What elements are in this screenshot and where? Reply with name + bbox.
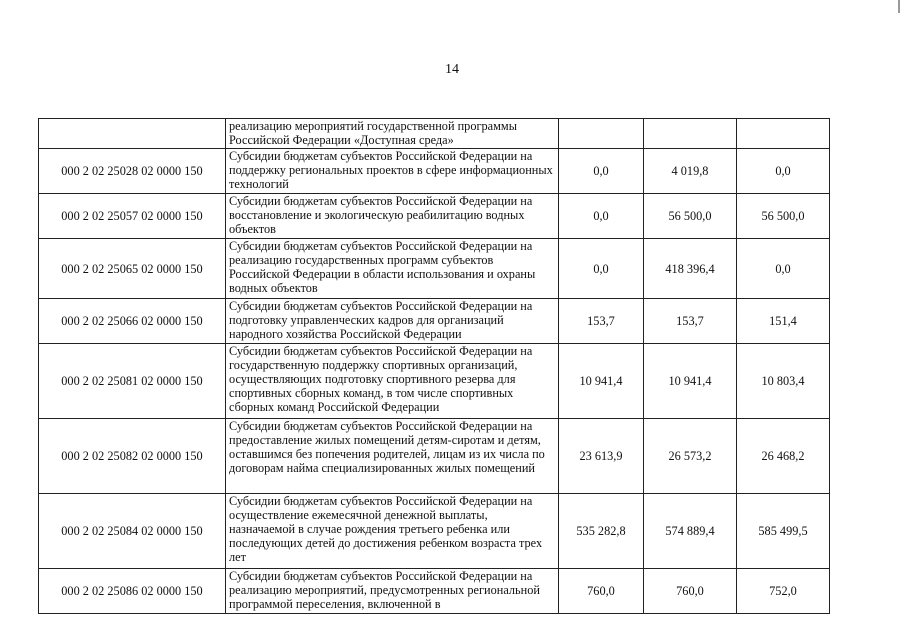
amount-cell-2: 10 941,4 [644, 344, 737, 419]
table-row [39, 299, 830, 344]
amount-cell-3: 585 499,5 [737, 494, 830, 569]
amount-cell-3: 752,0 [737, 569, 830, 614]
amount-cell-1: 153,7 [559, 299, 644, 344]
amount-cell-1: 0,0 [559, 149, 644, 194]
description-cell: Субсидии бюджетам субъектов Российской Федерации на предоставление жилых помещений детям-сиротам и детям, оставшимся без попечения родителей, лицам из их числа по договорам найма специализированных жилых помещений [226, 419, 559, 494]
amount-cell-1: 0,0 [559, 194, 644, 239]
budget-code-cell: 000 2 02 25082 02 0000 150 [39, 419, 226, 494]
table-row [39, 239, 830, 299]
amount-cell-3: 0,0 [737, 239, 830, 299]
description-cell: Субсидии бюджетам субъектов Российской Федерации на реализацию мероприятий, предусмотренных региональной программой переселения, включенной в [226, 569, 559, 614]
table-row [39, 419, 830, 494]
scan-edge-mark [898, 0, 900, 13]
description-cell: реализацию мероприятий государственной программы Российской Федерации «Доступная среда» [226, 119, 559, 149]
budget-code-cell: 000 2 02 25081 02 0000 150 [39, 344, 226, 419]
amount-cell-3 [737, 119, 830, 149]
budget-code-cell: 000 2 02 25057 02 0000 150 [39, 194, 226, 239]
budget-code-cell: 000 2 02 25066 02 0000 150 [39, 299, 226, 344]
amount-cell-1: 10 941,4 [559, 344, 644, 419]
amount-cell-3: 0,0 [737, 149, 830, 194]
page-number: 14 [445, 62, 459, 77]
description-cell: Субсидии бюджетам субъектов Российской Федерации на реализацию государственных программ субъектов Российской Федерации в области использования и охраны водных объектов [226, 239, 559, 299]
budget-code-cell: 000 2 02 25084 02 0000 150 [39, 494, 226, 569]
amount-cell-2: 56 500,0 [644, 194, 737, 239]
table-row [39, 494, 830, 569]
description-cell: Субсидии бюджетам субъектов Российской Федерации на осуществление ежемесячной денежной выплаты, назначаемой в случае рождения третьего ребенка или последующих детей до достижения ребенком возраста трех лет [226, 494, 559, 569]
description-cell: Субсидии бюджетам субъектов Российской Федерации на поддержку региональных проектов в сфере информационных технологий [226, 149, 559, 194]
amount-cell-1: 535 282,8 [559, 494, 644, 569]
amount-cell-3: 151,4 [737, 299, 830, 344]
amount-cell-2: 760,0 [644, 569, 737, 614]
description-cell: Субсидии бюджетам субъектов Российской Федерации на государственную поддержку спортивных организаций, осуществляющих подготовку спортивного резерва для спортивных сборных команд, в том числе спортивных сборных команд Российской Федерации [226, 344, 559, 419]
amount-cell-2: 574 889,4 [644, 494, 737, 569]
amount-cell-2: 418 396,4 [644, 239, 737, 299]
amount-cell-2: 153,7 [644, 299, 737, 344]
amount-cell-1 [559, 119, 644, 149]
amount-cell-1: 760,0 [559, 569, 644, 614]
amount-cell-3: 26 468,2 [737, 419, 830, 494]
amount-cell-2: 4 019,8 [644, 149, 737, 194]
amount-cell-3: 56 500,0 [737, 194, 830, 239]
amount-cell-2: 26 573,2 [644, 419, 737, 494]
amount-cell-3: 10 803,4 [737, 344, 830, 419]
budget-code-cell: 000 2 02 25028 02 0000 150 [39, 149, 226, 194]
description-cell: Субсидии бюджетам субъектов Российской Федерации на восстановление и экологическую реабилитацию водных объектов [226, 194, 559, 239]
budget-code-cell: 000 2 02 25086 02 0000 150 [39, 569, 226, 614]
amount-cell-2 [644, 119, 737, 149]
table-row [39, 194, 830, 239]
budget-code-cell [39, 119, 226, 149]
table-row [39, 344, 830, 419]
amount-cell-1: 23 613,9 [559, 419, 644, 494]
amount-cell-1: 0,0 [559, 239, 644, 299]
table-row [39, 569, 830, 614]
table-row [39, 119, 830, 149]
budget-income-table [38, 118, 830, 614]
budget-code-cell: 000 2 02 25065 02 0000 150 [39, 239, 226, 299]
description-cell: Субсидии бюджетам субъектов Российской Федерации на подготовку управленческих кадров для организаций народного хозяйства Российской Федерации [226, 299, 559, 344]
table-row [39, 149, 830, 194]
